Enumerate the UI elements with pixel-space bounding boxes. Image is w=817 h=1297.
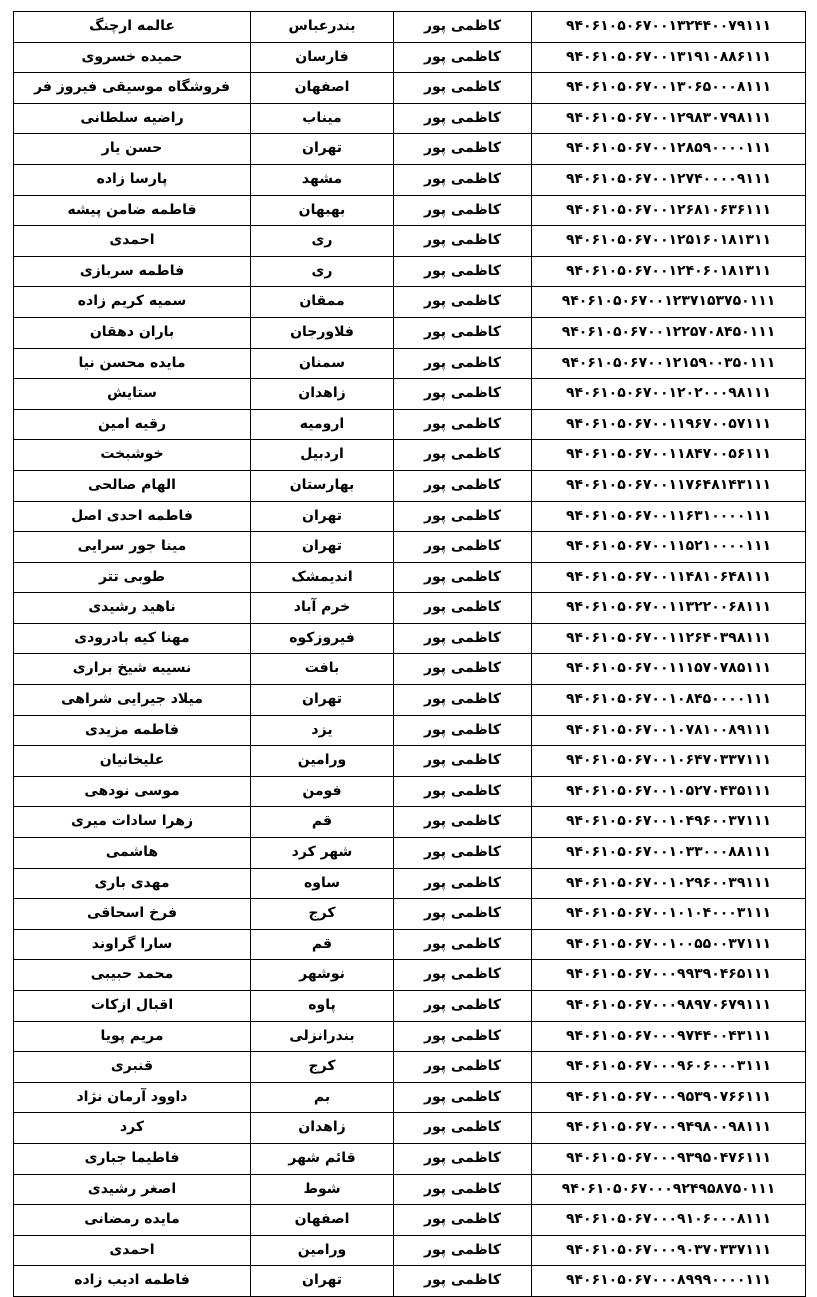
table-row [14, 1143, 806, 1174]
table-row [14, 440, 806, 471]
recipient-name-cell: رقیه امین [14, 409, 251, 440]
table-row [14, 899, 806, 930]
recipient-name-cell: موسی نودهی [14, 776, 251, 807]
recipient-name-cell: زهرا سادات میری [14, 807, 251, 838]
table-row [14, 103, 806, 134]
city-cell: قائم شهر [251, 1143, 394, 1174]
city-cell: ساوه [251, 868, 394, 899]
sender-name-cell: کاظمی پور [394, 623, 532, 654]
sender-name-cell: کاظمی پور [394, 134, 532, 165]
tracking-code-cell: ۹۴۰۶۱۰۵۰۶۷۰۰۱۱۸۴۷۰۰۵۶۱۱۱ [532, 440, 806, 471]
sender-name-cell: کاظمی پور [394, 287, 532, 318]
tracking-code-cell: ۹۴۰۶۱۰۵۰۶۷۰۰۱۰۶۴۷۰۳۳۷۱۱۱ [532, 746, 806, 777]
tracking-code-cell: ۹۴۰۶۱۰۵۰۶۷۰۰۱۰۷۸۱۰۰۸۹۱۱۱ [532, 715, 806, 746]
city-cell: ری [251, 256, 394, 287]
recipient-name-cell: مهنا کیه بادرودی [14, 623, 251, 654]
sender-name-cell: کاظمی پور [394, 1052, 532, 1083]
tracking-code-cell: ۹۴۰۶۱۰۵۰۶۷۰۰۱۲۲۵۷۰۸۴۵۰۱۱۱ [532, 317, 806, 348]
sender-name-cell: کاظمی پور [394, 226, 532, 257]
city-cell: زاهدان [251, 1113, 394, 1144]
recipient-name-cell: داوود آرمان نژاد [14, 1082, 251, 1113]
city-cell: تهران [251, 532, 394, 563]
city-cell: ممقان [251, 287, 394, 318]
table-row [14, 73, 806, 104]
sender-name-cell: کاظمی پور [394, 256, 532, 287]
sender-name-cell: کاظمی پور [394, 1266, 532, 1297]
city-cell: شوط [251, 1174, 394, 1205]
table-row [14, 593, 806, 624]
table-row [14, 1205, 806, 1236]
table-row [14, 1235, 806, 1266]
tracking-code-cell: ۹۴۰۶۱۰۵۰۶۷۰۰۱۱۹۶۷۰۰۵۷۱۱۱ [532, 409, 806, 440]
city-cell: اصفهان [251, 73, 394, 104]
recipient-name-cell: فروشگاه موسیقی فیروز فر [14, 73, 251, 104]
table-row [14, 1174, 806, 1205]
recipient-name-cell: ستایش [14, 379, 251, 410]
table-row [14, 746, 806, 777]
tracking-code-cell: ۹۴۰۶۱۰۵۰۶۷۰۰۰۹۹۳۹۰۴۶۵۱۱۱ [532, 960, 806, 991]
shipment-table [13, 11, 806, 1297]
table-row [14, 654, 806, 685]
city-cell: فلاورجان [251, 317, 394, 348]
table-row [14, 868, 806, 899]
tracking-code-cell: ۹۴۰۶۱۰۵۰۶۷۰۰۱۲۴۰۶۰۱۸۱۳۱۱ [532, 256, 806, 287]
tracking-code-cell: ۹۴۰۶۱۰۵۰۶۷۰۰۰۹۷۴۴۰۰۴۳۱۱۱ [532, 1021, 806, 1052]
tracking-code-cell: ۹۴۰۶۱۰۵۰۶۷۰۰۰۹۵۳۹۰۷۶۶۱۱۱ [532, 1082, 806, 1113]
sender-name-cell: کاظمی پور [394, 42, 532, 73]
recipient-name-cell: احمدی [14, 1235, 251, 1266]
recipient-name-cell: احمدی [14, 226, 251, 257]
tracking-code-cell: ۹۴۰۶۱۰۵۰۶۷۰۰۱۰۸۴۵۰۰۰۰۱۱۱ [532, 685, 806, 716]
table-row [14, 134, 806, 165]
sender-name-cell: کاظمی پور [394, 379, 532, 410]
sender-name-cell: کاظمی پور [394, 73, 532, 104]
table-row [14, 164, 806, 195]
city-cell: تهران [251, 134, 394, 165]
sender-name-cell: کاظمی پور [394, 838, 532, 869]
city-cell: تهران [251, 501, 394, 532]
tracking-code-cell: ۹۴۰۶۱۰۵۰۶۷۰۰۱۱۲۶۴۰۳۹۸۱۱۱ [532, 623, 806, 654]
city-cell: پاوه [251, 991, 394, 1022]
recipient-name-cell: الهام صالحی [14, 470, 251, 501]
sender-name-cell: کاظمی پور [394, 593, 532, 624]
sender-name-cell: کاظمی پور [394, 532, 532, 563]
recipient-name-cell: راضیه سلطانی [14, 103, 251, 134]
tracking-code-cell: ۹۴۰۶۱۰۵۰۶۷۰۰۰۹۸۹۷۰۶۷۹۱۱۱ [532, 991, 806, 1022]
tracking-code-cell: ۹۴۰۶۱۰۵۰۶۷۰۰۱۲۹۸۳۰۷۹۸۱۱۱ [532, 103, 806, 134]
sender-name-cell: کاظمی پور [394, 440, 532, 471]
tracking-code-cell: ۹۴۰۶۱۰۵۰۶۷۰۰۱۰۴۹۶۰۰۳۷۱۱۱ [532, 807, 806, 838]
recipient-name-cell: مایده رمضانی [14, 1205, 251, 1236]
city-cell: کرج [251, 1052, 394, 1083]
sender-name-cell: کاظمی پور [394, 991, 532, 1022]
recipient-name-cell: فاطیما جباری [14, 1143, 251, 1174]
tracking-code-cell: ۹۴۰۶۱۰۵۰۶۷۰۰۰۹۶۰۶۰۰۰۳۱۱۱ [532, 1052, 806, 1083]
recipient-name-cell: عالمه ارچنگ [14, 12, 251, 43]
city-cell: میناب [251, 103, 394, 134]
recipient-name-cell: حمیده خسروی [14, 42, 251, 73]
recipient-name-cell: فاطمه سربازی [14, 256, 251, 287]
recipient-name-cell: سمیه کریم زاده [14, 287, 251, 318]
table-body [14, 12, 806, 1297]
sender-name-cell: کاظمی پور [394, 807, 532, 838]
sender-name-cell: کاظمی پور [394, 317, 532, 348]
city-cell: فومن [251, 776, 394, 807]
recipient-name-cell: مایده محسن نیا [14, 348, 251, 379]
table-row [14, 348, 806, 379]
recipient-name-cell: کرد [14, 1113, 251, 1144]
tracking-code-cell: ۹۴۰۶۱۰۵۰۶۷۰۰۱۳۱۹۱۰۸۸۶۱۱۱ [532, 42, 806, 73]
recipient-name-cell: فرخ اسحاقی [14, 899, 251, 930]
city-cell: ورامین [251, 1235, 394, 1266]
sender-name-cell: کاظمی پور [394, 164, 532, 195]
city-cell: خرم آباد [251, 593, 394, 624]
table-row [14, 838, 806, 869]
table-row [14, 287, 806, 318]
recipient-name-cell: نسیبه شیخ براری [14, 654, 251, 685]
tracking-code-cell: ۹۴۰۶۱۰۵۰۶۷۰۰۰۹۰۳۷۰۳۳۷۱۱۱ [532, 1235, 806, 1266]
tracking-code-cell: ۹۴۰۶۱۰۵۰۶۷۰۰۱۲۰۲۰۰۰۹۸۱۱۱ [532, 379, 806, 410]
sender-name-cell: کاظمی پور [394, 1174, 532, 1205]
recipient-name-cell: فاطمه مزیدی [14, 715, 251, 746]
recipient-name-cell: فاطمه ادیب زاده [14, 1266, 251, 1297]
city-cell: تهران [251, 685, 394, 716]
city-cell: اندیمشک [251, 562, 394, 593]
sender-name-cell: کاظمی پور [394, 409, 532, 440]
recipient-name-cell: میلاد جیرایی شراهی [14, 685, 251, 716]
recipient-name-cell: مهدی باری [14, 868, 251, 899]
city-cell: ورامین [251, 746, 394, 777]
table-row [14, 256, 806, 287]
table-row [14, 1021, 806, 1052]
tracking-code-cell: ۹۴۰۶۱۰۵۰۶۷۰۰۱۲۷۴۰۰۰۰۹۱۱۱ [532, 164, 806, 195]
city-cell: بهارستان [251, 470, 394, 501]
city-cell: بم [251, 1082, 394, 1113]
table-row [14, 1052, 806, 1083]
city-cell: قم [251, 807, 394, 838]
tracking-code-cell: ۹۴۰۶۱۰۵۰۶۷۰۰۱۰۵۲۷۰۴۳۵۱۱۱ [532, 776, 806, 807]
recipient-name-cell: حسن یار [14, 134, 251, 165]
sender-name-cell: کاظمی پور [394, 960, 532, 991]
tracking-code-cell: ۹۴۰۶۱۰۵۰۶۷۰۰۱۰۳۳۰۰۰۸۸۱۱۱ [532, 838, 806, 869]
table-row [14, 562, 806, 593]
sender-name-cell: کاظمی پور [394, 195, 532, 226]
city-cell: شهر کرد [251, 838, 394, 869]
city-cell: بهبهان [251, 195, 394, 226]
recipient-name-cell: علیخانیان [14, 746, 251, 777]
tracking-code-cell: ۹۴۰۶۱۰۵۰۶۷۰۰۱۱۳۲۲۰۰۶۸۱۱۱ [532, 593, 806, 624]
tracking-code-cell: ۹۴۰۶۱۰۵۰۶۷۰۰۱۲۵۱۶۰۱۸۱۳۱۱ [532, 226, 806, 257]
sender-name-cell: کاظمی پور [394, 1205, 532, 1236]
table-row [14, 807, 806, 838]
recipient-name-cell: مینا جور سرایی [14, 532, 251, 563]
sender-name-cell: کاظمی پور [394, 776, 532, 807]
table-row [14, 1113, 806, 1144]
tracking-code-cell: ۹۴۰۶۱۰۵۰۶۷۰۰۱۲۱۵۹۰۰۳۵۰۱۱۱ [532, 348, 806, 379]
tracking-code-cell: ۹۴۰۶۱۰۵۰۶۷۰۰۰۹۴۹۸۰۰۹۸۱۱۱ [532, 1113, 806, 1144]
table-row [14, 379, 806, 410]
tracking-code-cell: ۹۴۰۶۱۰۵۰۶۷۰۰۰۹۱۰۶۰۰۰۸۱۱۱ [532, 1205, 806, 1236]
tracking-code-cell: ۹۴۰۶۱۰۵۰۶۷۰۰۱۱۶۳۱۰۰۰۰۱۱۱ [532, 501, 806, 532]
recipient-name-cell: خوشبخت [14, 440, 251, 471]
tracking-code-cell: ۹۴۰۶۱۰۵۰۶۷۰۰۱۱۷۶۴۸۱۴۳۱۱۱ [532, 470, 806, 501]
city-cell: ری [251, 226, 394, 257]
tracking-code-cell: ۹۴۰۶۱۰۵۰۶۷۰۰۱۲۸۵۹۰۰۰۰۱۱۱ [532, 134, 806, 165]
sender-name-cell: کاظمی پور [394, 12, 532, 43]
recipient-name-cell: اصغر رشیدی [14, 1174, 251, 1205]
table-row [14, 195, 806, 226]
city-cell: نوشهر [251, 960, 394, 991]
table-row [14, 960, 806, 991]
sender-name-cell: کاظمی پور [394, 868, 532, 899]
tracking-code-cell: ۹۴۰۶۱۰۵۰۶۷۰۰۱۰۲۹۶۰۰۳۹۱۱۱ [532, 868, 806, 899]
recipient-name-cell: فاطمه ضامن پیشه [14, 195, 251, 226]
sender-name-cell: کاظمی پور [394, 1143, 532, 1174]
tracking-code-cell: ۹۴۰۶۱۰۵۰۶۷۰۰۱۳۲۴۴۰۰۷۹۱۱۱ [532, 12, 806, 43]
recipient-name-cell: پارسا زاده [14, 164, 251, 195]
tracking-code-cell: ۹۴۰۶۱۰۵۰۶۷۰۰۱۰۱۰۴۰۰۰۳۱۱۱ [532, 899, 806, 930]
recipient-name-cell: اقبال ازکات [14, 991, 251, 1022]
sender-name-cell: کاظمی پور [394, 103, 532, 134]
sender-name-cell: کاظمی پور [394, 470, 532, 501]
city-cell: بندرعباس [251, 12, 394, 43]
recipient-name-cell: باران دهقان [14, 317, 251, 348]
tracking-code-cell: ۹۴۰۶۱۰۵۰۶۷۰۰۱۳۰۶۵۰۰۰۸۱۱۱ [532, 73, 806, 104]
city-cell: سمنان [251, 348, 394, 379]
city-cell: قم [251, 929, 394, 960]
city-cell: کرج [251, 899, 394, 930]
city-cell: تهران [251, 1266, 394, 1297]
table-row [14, 409, 806, 440]
city-cell: ارومیه [251, 409, 394, 440]
sender-name-cell: کاظمی پور [394, 562, 532, 593]
table-row [14, 1082, 806, 1113]
table-row [14, 1266, 806, 1297]
table-row [14, 12, 806, 43]
recipient-name-cell: سارا گراوند [14, 929, 251, 960]
city-cell: بندرانزلی [251, 1021, 394, 1052]
table-row [14, 226, 806, 257]
sender-name-cell: کاظمی پور [394, 1021, 532, 1052]
sender-name-cell: کاظمی پور [394, 899, 532, 930]
recipient-name-cell: فاطمه احدی اصل [14, 501, 251, 532]
sender-name-cell: کاظمی پور [394, 654, 532, 685]
table-row [14, 623, 806, 654]
sender-name-cell: کاظمی پور [394, 1082, 532, 1113]
recipient-name-cell: طوبی تتر [14, 562, 251, 593]
city-cell: فیروزکوه [251, 623, 394, 654]
tracking-code-cell: ۹۴۰۶۱۰۵۰۶۷۰۰۱۱۵۲۱۰۰۰۰۱۱۱ [532, 532, 806, 563]
table-row [14, 991, 806, 1022]
ledger-sheet [13, 11, 806, 1297]
tracking-code-cell: ۹۴۰۶۱۰۵۰۶۷۰۰۰۹۳۹۵۰۴۷۶۱۱۱ [532, 1143, 806, 1174]
recipient-name-cell: محمد حبیبی [14, 960, 251, 991]
table-row [14, 929, 806, 960]
sender-name-cell: کاظمی پور [394, 746, 532, 777]
table-row [14, 715, 806, 746]
sender-name-cell: کاظمی پور [394, 929, 532, 960]
city-cell: اصفهان [251, 1205, 394, 1236]
recipient-name-cell: ناهید رشیدی [14, 593, 251, 624]
table-row [14, 317, 806, 348]
city-cell: فارسان [251, 42, 394, 73]
table-row [14, 501, 806, 532]
recipient-name-cell: هاشمی [14, 838, 251, 869]
sender-name-cell: کاظمی پور [394, 715, 532, 746]
tracking-code-cell: ۹۴۰۶۱۰۵۰۶۷۰۰۱۰۰۵۵۰۰۳۷۱۱۱ [532, 929, 806, 960]
tracking-code-cell: ۹۴۰۶۱۰۵۰۶۷۰۰۰۸۹۹۹۰۰۰۰۱۱۱ [532, 1266, 806, 1297]
sender-name-cell: کاظمی پور [394, 685, 532, 716]
tracking-code-cell: ۹۴۰۶۱۰۵۰۶۷۰۰۱۱۴۸۱۰۶۴۸۱۱۱ [532, 562, 806, 593]
sender-name-cell: کاظمی پور [394, 348, 532, 379]
city-cell: مشهد [251, 164, 394, 195]
sender-name-cell: کاظمی پور [394, 1235, 532, 1266]
city-cell: بافت [251, 654, 394, 685]
city-cell: زاهدان [251, 379, 394, 410]
table-row [14, 776, 806, 807]
table-row [14, 685, 806, 716]
tracking-code-cell: ۹۴۰۶۱۰۵۰۶۷۰۰۰۹۲۴۹۵۸۷۵۰۱۱۱ [532, 1174, 806, 1205]
table-row [14, 42, 806, 73]
table-row [14, 470, 806, 501]
sender-name-cell: کاظمی پور [394, 1113, 532, 1144]
recipient-name-cell: قنبری [14, 1052, 251, 1083]
recipient-name-cell: مریم پویا [14, 1021, 251, 1052]
tracking-code-cell: ۹۴۰۶۱۰۵۰۶۷۰۰۱۲۳۷۱۵۳۷۵۰۱۱۱ [532, 287, 806, 318]
city-cell: اردبیل [251, 440, 394, 471]
tracking-code-cell: ۹۴۰۶۱۰۵۰۶۷۰۰۱۲۶۸۱۰۶۳۶۱۱۱ [532, 195, 806, 226]
table-row [14, 532, 806, 563]
sender-name-cell: کاظمی پور [394, 501, 532, 532]
tracking-code-cell: ۹۴۰۶۱۰۵۰۶۷۰۰۱۱۱۵۷۰۷۸۵۱۱۱ [532, 654, 806, 685]
city-cell: یزد [251, 715, 394, 746]
